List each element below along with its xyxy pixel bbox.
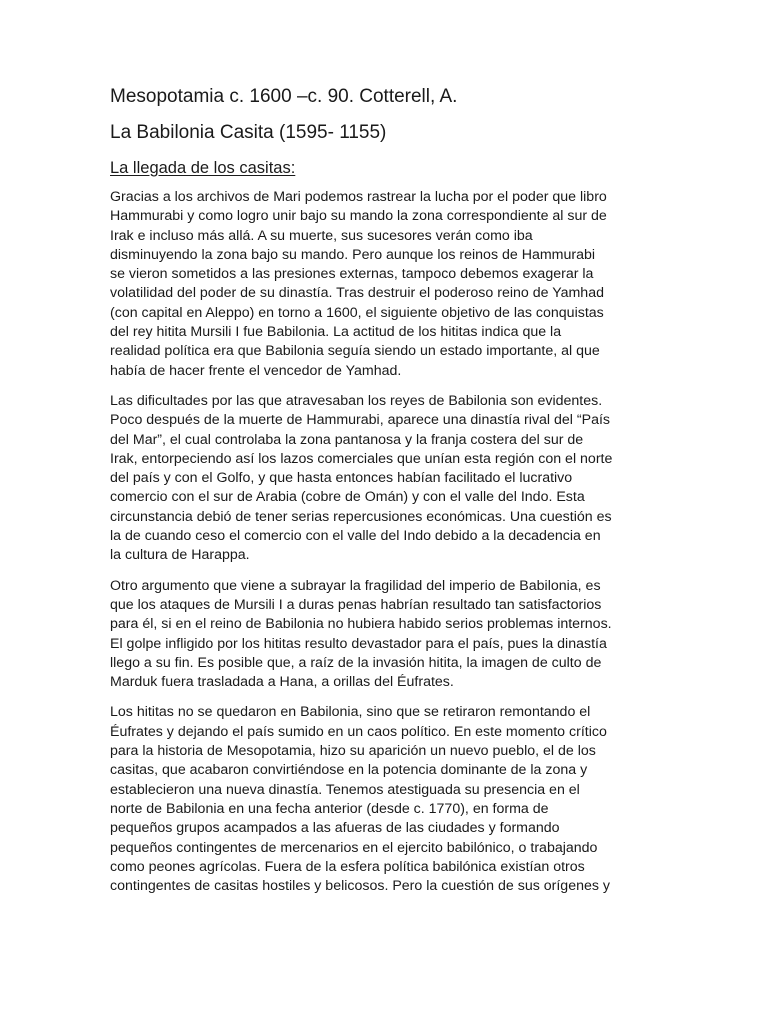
document-subtitle: La Babilonia Casita (1595- 1155) [110,122,387,143]
paragraph-line: la de cuando ceso el comercio con el valle del Indo debido a la decadencia en [110,528,601,545]
paragraph-line: se vieron sometidos a las presiones externas, tampoco debemos exagerar la [110,266,594,283]
paragraph-line: pequeños contingentes de mercenarios en el ejercito babilónico, o trabajando [110,839,598,856]
paragraph [110,392,658,566]
body-text [110,188,658,896]
paragraph-line: Irak e incluso más allá. A su muerte, sus sucesores verán como iba [110,227,533,244]
paragraph-line: del rey hitita Mursili I fue Babilonia. La actitud de los hititas indica que la [110,324,562,341]
paragraph [110,577,658,693]
paragraph-line: realidad política era que Babilonia seguía siendo un estado importante, al que [110,343,600,360]
paragraph-line: había de hacer frente el vencedor de Yamhad. [110,362,402,379]
paragraph-line: (con capital en Aleppo) en torno a 1600, el siguiente objetivo de las conquistas [110,304,604,321]
paragraph-line: volatilidad del poder de su dinastía. Tras destruir el poderoso reino de Yamhad [110,285,604,302]
paragraph-line: pequeños grupos acampados a las afueras de las ciudades y formando [110,820,560,837]
paragraph-line: casitas, que acabaron convirtiéndose en la potencia dominante de la zona y [110,762,588,779]
paragraph-line: Gracias a los archivos de Mari podemos rastrear la lucha por el poder que libro [110,189,607,205]
document-page [110,85,658,907]
section-heading: La llegada de los casitas: [110,159,296,177]
paragraph-line: El golpe infligido por los hititas resulto devastador para el país, pues la dinastía [110,635,607,652]
paragraph-line: establecieron una nueva dinastía. Tenemos atestiguada su presencia en el [110,781,580,798]
paragraph-line: Las dificultades por las que atravesaban los reyes de Babilonia son evidentes. [110,392,603,409]
paragraph-line: que los ataques de Mursili I a duras penas habrían resultado tan satisfactorios [110,596,602,613]
paragraph-line: Poco después de la muerte de Hammurabi, aparece una dinastía rival del “País [110,412,610,429]
paragraph-line: Los hititas no se quedaron en Babilonia, sino que se retiraron remontando el [110,704,591,721]
paragraph [110,188,658,381]
paragraph [110,703,658,896]
paragraph-line: como peones agrícolas. Fuera de la esfera política babilónica existían otros [110,858,585,875]
paragraph-line: Irak, entorpeciendo así los lazos comerciales que unían esta región con el norte [110,450,613,467]
paragraph-line: comercio con el sur de Arabia (cobre de Omán) y con el valle del Indo. Esta [110,489,585,506]
paragraph-line: circunstancia debió de tener serias repercusiones económicas. Una cuestión es [110,508,612,525]
paragraph-line: Otro argumento que viene a subrayar la fragilidad del imperio de Babilonia, es [110,577,601,594]
paragraph-line: disminuyendo la zona bajo su mando. Pero aunque los reinos de Hammurabi [110,246,596,263]
paragraph-line: Hammurabi y como logro unir bajo su mando la zona correspondiente al sur de [110,208,607,225]
paragraph-line: del Mar”, el cual controlaba la zona pantanosa y la franja costera del sur de [110,431,584,448]
paragraph-line: contingentes de casitas hostiles y belicosos. Pero la cuestión de sus orígenes y [110,878,610,895]
paragraph-line: llego a su fin. Es posible que, a raíz de la invasión hitita, la imagen de culto de [110,654,602,671]
paragraph-line: norte de Babilonia en una fecha anterior (desde c. 1770), en forma de [110,800,549,817]
paragraph-line: la cultura de Harappa. [110,547,250,564]
paragraph-line: para él, si en el reino de Babilonia no hubiera habido serios problemas internos. [110,616,612,633]
document-title: Mesopotamia c. 1600 –c. 90. Cotterell, A. [110,86,458,107]
paragraph-line: del país y con el Golfo, y que hasta entonces habían facilitado el lucrativo [110,470,573,487]
paragraph-line: Marduk fuera trasladada a Hana, a orillas del Éufrates. [110,674,454,691]
paragraph-line: para la historia de Mesopotamia, hizo su aparición un nuevo pueblo, el de los [110,743,596,760]
paragraph-line: Éufrates y dejando el país sumido en un caos político. En este momento crítico [110,723,607,740]
